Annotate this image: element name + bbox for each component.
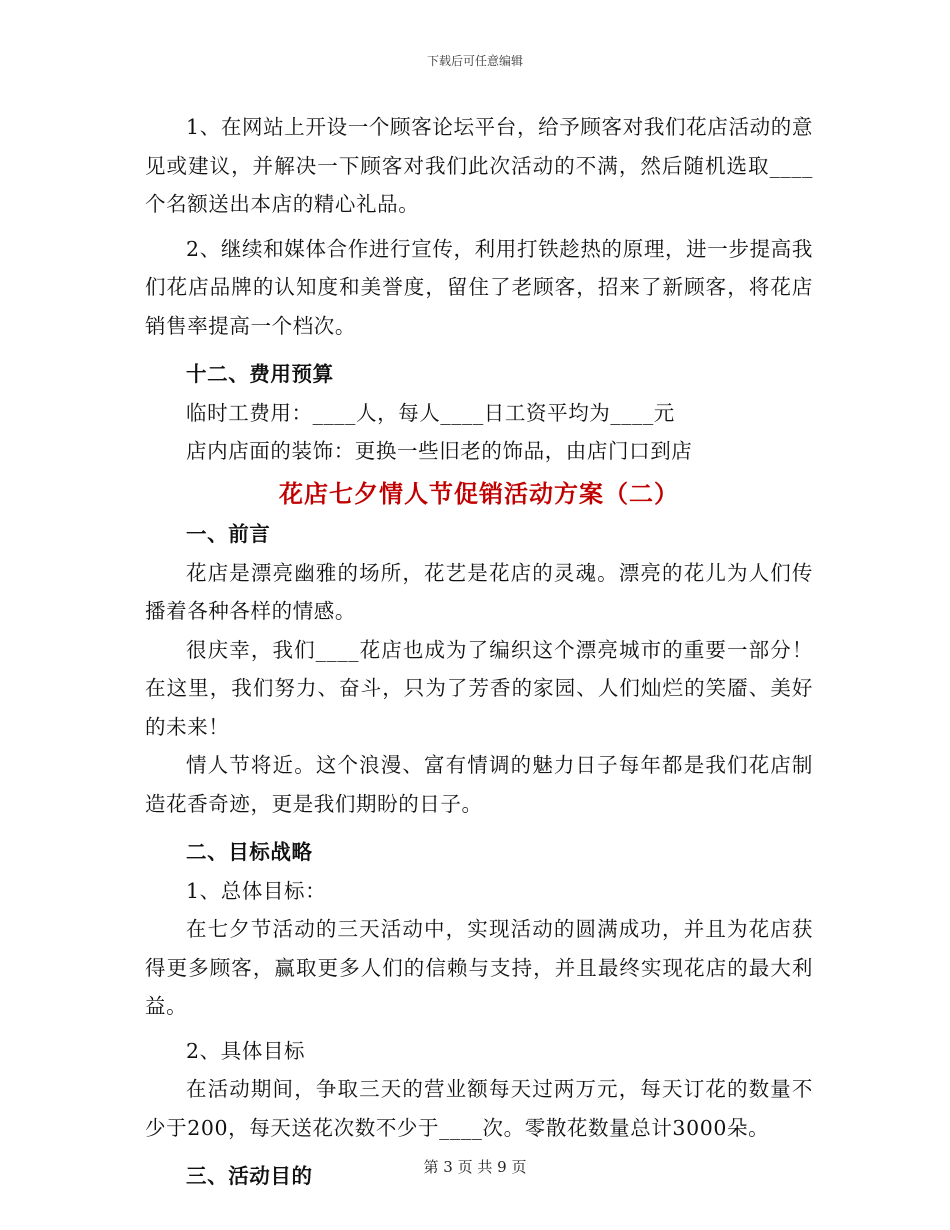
paragraph-overall-goal: 在七夕节活动的三天活动中，实现活动的圆满成功，并且为花店获得更多顾客，赢取更多人们的信赖与支持，并且最终实现花店的最大利益。 xyxy=(145,917,813,1018)
paragraph-preface-2: 很庆幸，我们____花店也成为了编织这个漂亮城市的重要一部分！在这里，我们努力、奋斗，只为了芳香的家园、人们灿烂的笑靥、美好的未来！ xyxy=(145,637,813,739)
page-footer: 第 3 页 共 9 页 xyxy=(423,1158,527,1176)
paragraph-preface-3: 情人节将近。这个浪漫、富有情调的魅力日子每年都是我们花店制造花香奇迹，更是我们期盼的日子。 xyxy=(145,753,813,816)
paragraph-media: 2、继续和媒体合作进行宣传，利用打铁趁热的原理，进一步提高我们花店品牌的认知度和美誉度，留住了老顾客，招来了新顾客，将花店销售率提高一个档次。 xyxy=(145,236,813,338)
document-body xyxy=(145,108,813,1196)
budget-line-decoration: 店内店面的装饰：更换一些旧老的饰品，由店门口到店 xyxy=(186,439,693,463)
budget-line-labor: 临时工费用：____人，每人____日工资平均为____元 xyxy=(186,400,675,425)
subheading-overall-goal: 1、总体目标： xyxy=(186,878,327,903)
page-header: 下载后可任意编辑 xyxy=(426,54,523,68)
heading-preface: 一、前言 xyxy=(186,522,271,546)
paragraph-specific-goal: 在活动期间，争取三天的营业额每天过两万元，每天订花的数量不少于200，每天送花次数不少于____次。零散花数量总计3000朵。 xyxy=(145,1077,813,1140)
heading-strategy: 二、目标战略 xyxy=(186,840,313,864)
paragraph-forum: 1、在网站上开设一个顾客论坛平台，给予顾客对我们花店活动的意见或建议，并解决一下顾客对我们此次活动的不满，然后随机选取____个名额送出本店的精心礼品。 xyxy=(145,115,813,216)
subheading-specific-goal: 2、具体目标 xyxy=(186,1038,306,1063)
heading-purpose: 三、活动目的 xyxy=(186,1164,313,1188)
heading-budget: 十二、费用预算 xyxy=(186,362,334,386)
document-title: 花店七夕情人节促销活动方案（二） xyxy=(279,478,679,508)
paragraph-preface-1: 花店是漂亮幽雅的场所，花艺是花店的灵魂。漂亮的花儿为人们传播着各种各样的情感。 xyxy=(145,560,813,623)
